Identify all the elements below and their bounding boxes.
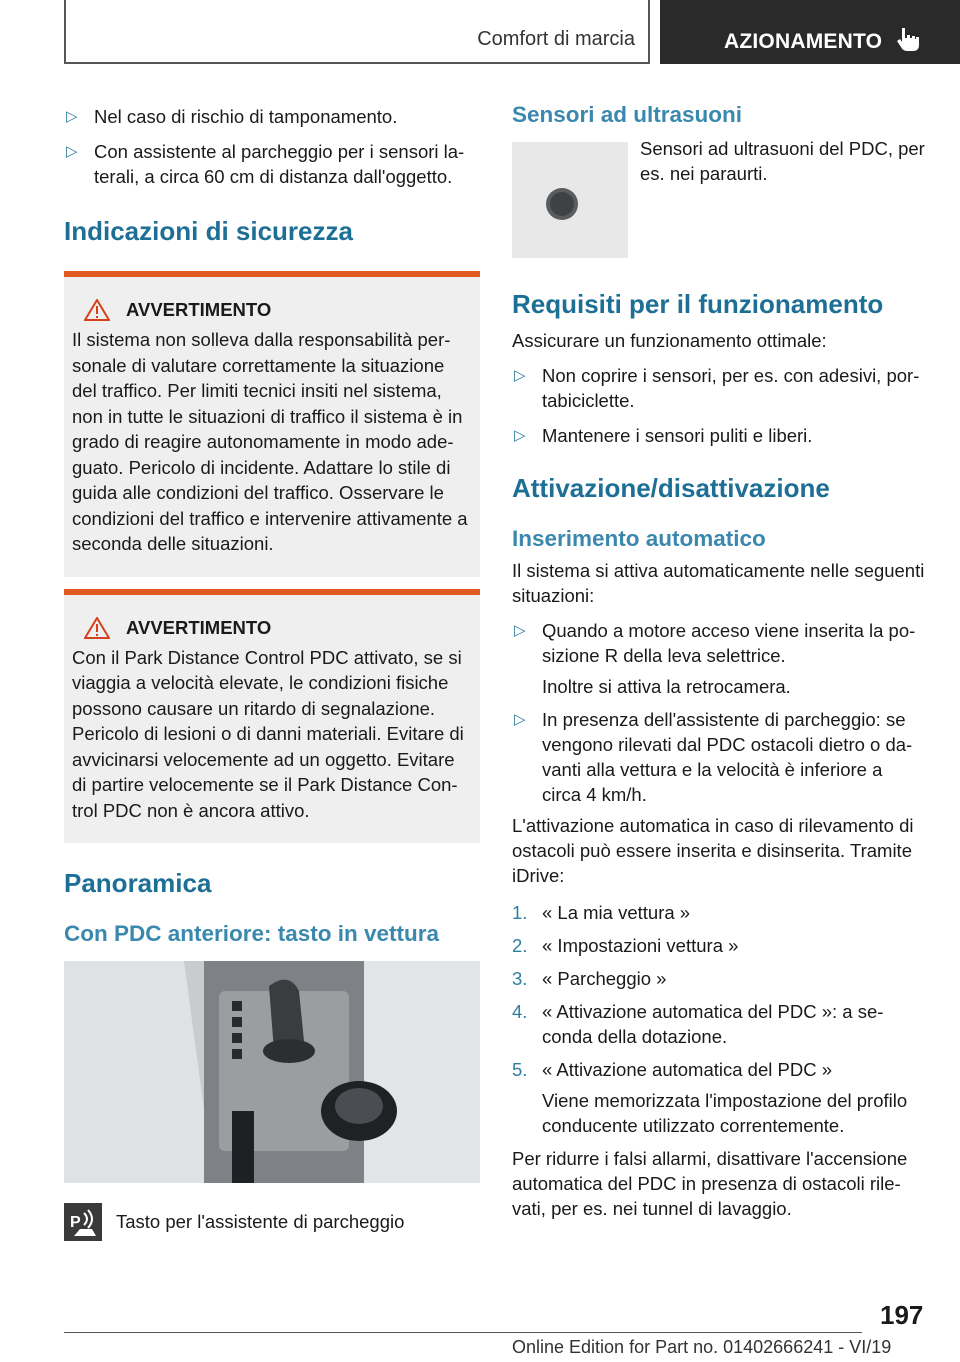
- step-item: 1. « La mia vettura »: [512, 902, 691, 923]
- footer-edition: Online Edition for Part no. 01402666241 - VI/19: [512, 1337, 892, 1357]
- list-item: ▷ In presenza dell'assistente di parcheggio: se vengono rilevati dal PDC ostacoli dietro o davanti alla vettura e la velocità è inferiore a circa 4 km/h.: [514, 709, 913, 805]
- sensors-description: Sensori ad ultrasuoni del PDC, per es. nei paraurti.: [640, 138, 925, 184]
- caption-text: Tasto per l'assistente di parcheggio: [116, 1211, 405, 1232]
- sensor-block: [512, 138, 926, 258]
- warning-title: AVVERTIMENTO: [126, 299, 272, 320]
- page-number: 197: [880, 1300, 924, 1330]
- warning-icon: [84, 617, 110, 639]
- header-chapter-tab: [660, 0, 960, 64]
- triangle-bullet-icon: ▷: [514, 711, 526, 728]
- auto-intro: Il sistema si attiva automaticamente nelle seguenti situazioni:: [512, 560, 925, 606]
- list-item: ▷ Quando a motore acceso viene inserita la posizione R della leva selettrice.: [514, 620, 916, 666]
- right-column: [512, 96, 926, 1221]
- step-item: 5. « Attivazione automatica del PDC »: [512, 1059, 832, 1080]
- warning-box: [64, 271, 480, 577]
- left-column: [64, 96, 480, 1241]
- header-divider: [648, 0, 650, 64]
- svg-text:P: P: [70, 1214, 81, 1231]
- warning-title: AVVERTIMENTO: [126, 616, 272, 638]
- warning-box: [64, 589, 480, 844]
- triangle-bullet-icon: ▷: [514, 367, 526, 384]
- center-console-illustration: [64, 961, 480, 1183]
- ultrasonic-sensor-image: [512, 142, 628, 258]
- step-item: 4. « Attivazione automatica del PDC »: a seconda della dotazione.: [512, 1001, 884, 1047]
- warning-icon: [84, 299, 110, 321]
- auto-subheading: Inserimento automatico: [512, 526, 766, 551]
- step-item: 2. « Impostazioni vettura »: [512, 935, 739, 956]
- activation-heading: Attivazione/disattivazione: [512, 473, 830, 503]
- center-console-photo: [64, 961, 480, 1183]
- requirements-intro: Assicurare un funzionamento ottimale:: [512, 330, 827, 351]
- list-item: ▷ Mantenere i sensori puliti e liberi.: [514, 425, 813, 446]
- chapter-label: AZIONAMENTO: [724, 30, 883, 53]
- auto-bullet-note: Inoltre si attiva la retrocamera.: [542, 676, 791, 697]
- footer-rule: [64, 1332, 862, 1333]
- header-section-title: Comfort di marcia: [477, 28, 635, 50]
- caption-row: [64, 1203, 480, 1241]
- sensors-heading: Sensori ad ultrasuoni: [512, 102, 743, 127]
- pdc-subheading: Con PDC anteriore: tasto in vettura: [64, 921, 440, 946]
- step-item: 3. « Parcheggio »: [512, 968, 667, 989]
- list-item: ▷ Con assistente al parcheggio per i sensori laterali, a circa 60 cm di distanza dall'oggetto.: [66, 141, 465, 187]
- warning-text: Con il Park Distance Control PDC attivato, se si viaggia a velocità elevate, le condizioni fisiche possono causare un ritardo di segnalazione. Pericolo di lesioni o di danni materiali. Evitare di avvicinarsi velocemente ad un oggetto. Evitare di partire velocemente se il Park Distance Control PDC non è ancora attivo.: [72, 646, 464, 821]
- hand-pointer-icon: [892, 24, 922, 54]
- parking-assist-button-icon: [64, 1203, 102, 1241]
- triangle-bullet-icon: ▷: [66, 143, 78, 160]
- auto-text: L'attivazione automatica in caso di rilevamento di ostacoli può essere inserita e disinserita. Tramite iDrive:: [512, 815, 914, 886]
- list-item: ▷ Non coprire i sensori, per es. con adesivi, portabiciclette.: [514, 365, 920, 411]
- requirements-heading: Requisiti per il funzionamento: [512, 289, 884, 319]
- header-bottom-rule: [64, 62, 650, 64]
- list-item: ▷ Nel caso di rischio di tamponamento.: [66, 106, 398, 127]
- final-text: Per ridurre i falsi allarmi, disattivare l'accensione automatica del PDC in presenza di ostacoli rilevati, per es. nei tunnel di lavaggio.: [512, 1148, 908, 1219]
- overview-heading: Panoramica: [64, 868, 212, 898]
- triangle-bullet-icon: ▷: [66, 108, 78, 125]
- warning-text: Il sistema non solleva dalla responsabilità personale di valutare correttamente la situazione del traffico. Per limiti tecnici insiti nel sistema, non in tutte le situazioni di traffico il sistema è in grado di reagire autonomamente in modo adeguato. Pericolo di incidente. Adattare lo stile di guida alle condizioni del traffico. Osservare le condizioni del traffico e intervenire attivamente a seconda delle situazioni.: [72, 329, 468, 554]
- triangle-bullet-icon: ▷: [514, 427, 526, 444]
- safety-heading: Indicazioni di sicurezza: [64, 216, 353, 246]
- step-note: Viene memorizzata l'impostazione del profilo conducente utilizzato correntemente.: [542, 1090, 908, 1136]
- triangle-bullet-icon: ▷: [514, 622, 526, 639]
- header-left-rule: [64, 0, 66, 64]
